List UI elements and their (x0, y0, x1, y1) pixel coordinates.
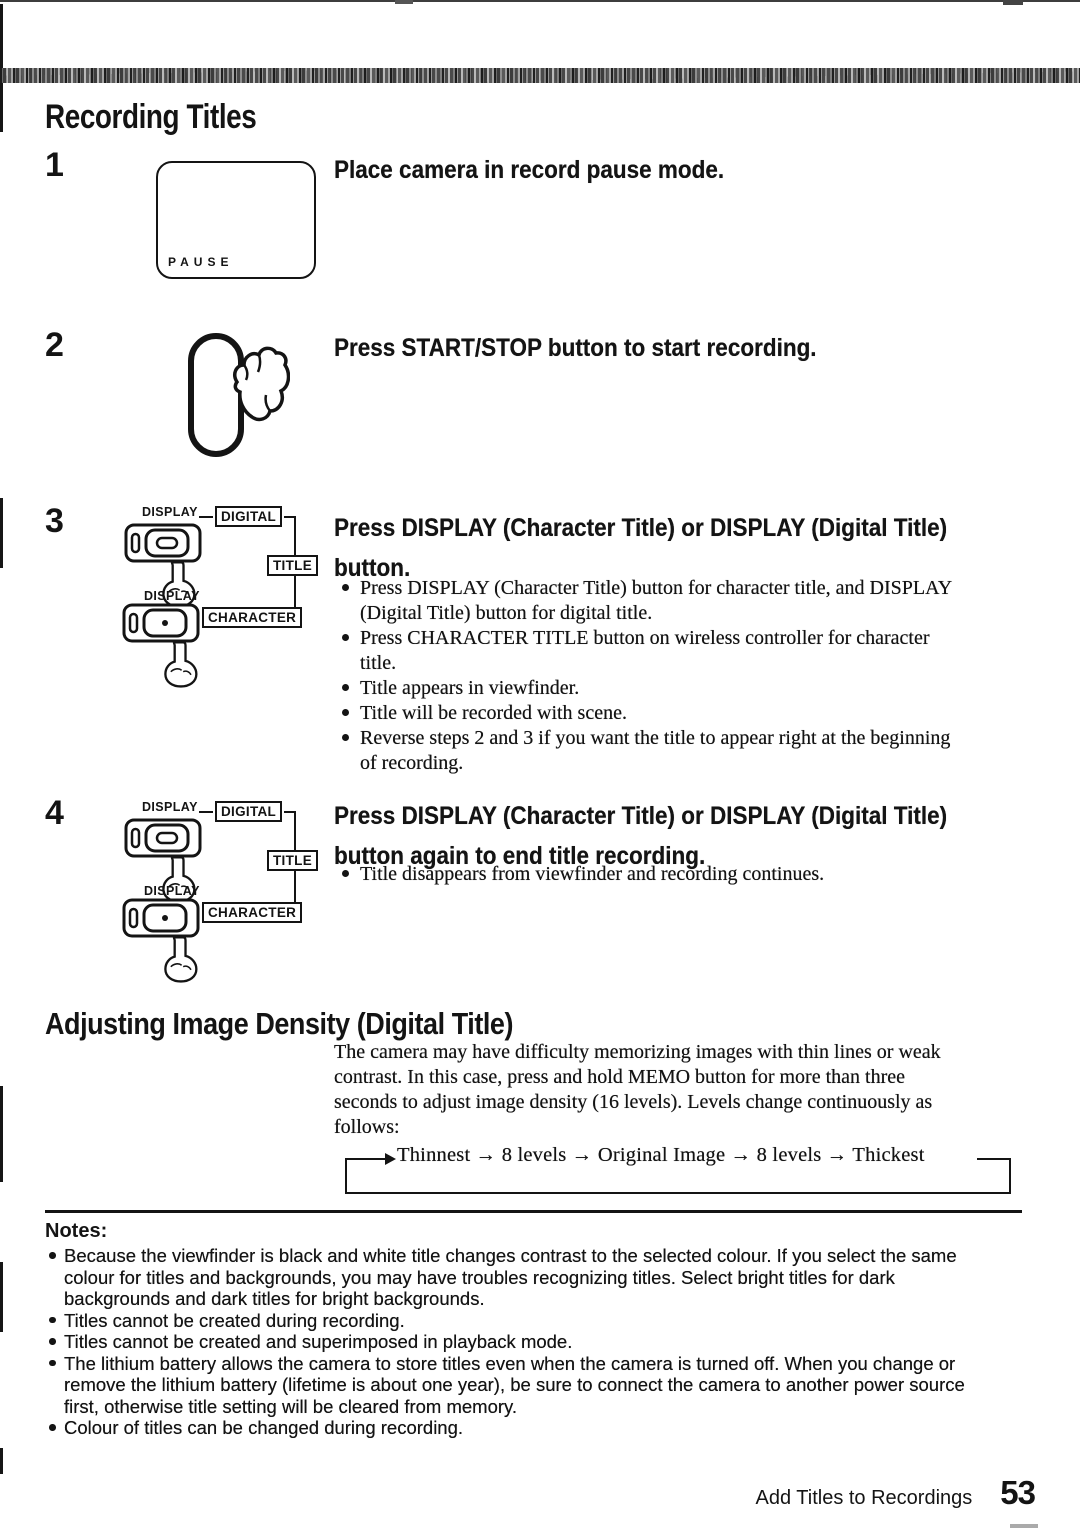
display-button-digital-icon (124, 818, 202, 858)
title-label-box: TITLE (267, 555, 318, 576)
connector-line (284, 516, 296, 518)
text-line: Because the viewfinder is black and white title changes contrast to the selected colour. If you select the same (64, 1245, 957, 1266)
display-button-character-icon (122, 898, 200, 938)
display-label: DISPLAY (144, 589, 200, 603)
display-label: DISPLAY (142, 800, 198, 814)
page-footer (756, 1474, 1036, 1512)
note-item (45, 1310, 1045, 1332)
connector-line (199, 811, 213, 813)
step-1-heading: Place camera in record pause mode. (334, 156, 725, 184)
heading-line: button. (334, 554, 411, 582)
notes-list (45, 1245, 1045, 1439)
viewfinder-illustration (156, 161, 316, 279)
cycle-sequence-text: Thinnest → 8 levels → Original Image → 8 levels → Thickest (397, 1144, 925, 1166)
text-line: follows: (334, 1116, 400, 1138)
cycle-line-out (977, 1158, 1011, 1160)
density-paragraph (334, 1040, 1054, 1140)
text-line: Titles cannot be created during recording. (64, 1309, 405, 1331)
list-item (334, 862, 1054, 887)
pressing-finger-icon (152, 640, 202, 688)
section-heading-adjusting-density (45, 1006, 583, 1042)
halftone-separator (0, 68, 1080, 83)
character-label-box: CHARACTER (202, 902, 302, 923)
text-line: Colour of titles can be changed during recording. (64, 1417, 464, 1438)
display-button-character-icon (122, 603, 200, 643)
text-line: seconds to adjust image density (16 levels). Levels change continuously as (334, 1091, 933, 1113)
step-1-number: 1 (45, 146, 64, 184)
list-item (334, 701, 1054, 726)
scan-artifact (0, 1262, 3, 1332)
connector-line (284, 811, 296, 813)
viewfinder-pause-label: PAUSE (168, 255, 234, 269)
density-cycle-diagram (345, 1146, 1011, 1194)
title-label-box: TITLE (267, 850, 318, 871)
step-3-number: 3 (45, 502, 64, 540)
text-line: Press DISPLAY (Character Title) button for character title, and DISPLAY (360, 577, 953, 599)
note-item (45, 1245, 1045, 1310)
list-item (334, 576, 1054, 626)
text-line: Reverse steps 2 and 3 if you want the title to appear right at the beginning (360, 727, 951, 749)
list-item (334, 676, 1054, 701)
scan-artifact (1003, 0, 1023, 5)
heading-text: Adjusting Image Density (Digital Title) (45, 1006, 514, 1041)
note-item (45, 1331, 1045, 1353)
scan-artifact (0, 1086, 3, 1182)
heading-line: button again to end title recording. (334, 842, 706, 870)
scan-artifact (0, 498, 3, 568)
display-label: DISPLAY (142, 505, 198, 519)
text-line: contrast. In this case, press and hold MEMO button for more than three (334, 1066, 905, 1088)
text-line: The camera may have difficulty memorizing images with thin lines or weak (334, 1041, 941, 1063)
notes-heading: Notes: (45, 1220, 108, 1242)
hand-pressing-button-icon (178, 332, 290, 458)
text-line: of recording. (360, 752, 464, 774)
list-item (334, 726, 1054, 776)
page-number: 53 (1000, 1474, 1035, 1511)
heading-line: Press DISPLAY (Character Title) or DISPLAY (Digital Title) (334, 802, 948, 830)
scan-artifact (1010, 1524, 1038, 1528)
text-line: Title appears in viewfinder. (360, 677, 580, 699)
heading-line: Press DISPLAY (Character Title) or DISPLAY (Digital Title) (334, 514, 948, 542)
scan-artifact (395, 0, 413, 4)
display-button-digital-icon (124, 523, 202, 563)
digital-label-box: DIGITAL (215, 801, 282, 822)
step-3-bullet-list (334, 576, 1054, 776)
text-line: title. (360, 652, 397, 674)
list-item (334, 626, 1054, 676)
connector-line (199, 516, 213, 518)
section-divider (45, 1210, 1022, 1213)
section-heading-recording-titles (45, 98, 303, 137)
text-line: Title will be recorded with scene. (360, 702, 627, 724)
step-4-bullet-list (334, 862, 1054, 887)
pressing-finger-icon (152, 935, 202, 983)
footer-section-title: Add Titles to Recordings (755, 1487, 973, 1509)
text-line: Title disappears from viewfinder and recording continues. (360, 863, 825, 885)
cycle-line-in (345, 1158, 387, 1160)
text-line: first, otherwise title setting will be cleared from memory. (64, 1395, 518, 1417)
heading-text: Recording Titles (45, 98, 257, 136)
note-item (45, 1417, 1045, 1439)
display-label: DISPLAY (144, 884, 200, 898)
scan-artifact (0, 1448, 3, 1474)
text-line: Titles cannot be created and superimposed in playback mode. (64, 1331, 573, 1352)
digital-label-box: DIGITAL (215, 506, 282, 527)
step-2-heading: Press START/STOP button to start recording. (334, 334, 817, 362)
start-stop-button-hand-illustration (178, 332, 290, 458)
text-line: remove the lithium battery (lifetime is about one year), be sure to connect the camera to another power source (64, 1374, 965, 1395)
text-line: backgrounds and dark titles for bright backgrounds. (64, 1288, 485, 1309)
step-4-number: 4 (45, 794, 64, 832)
step-2-number: 2 (45, 326, 64, 364)
character-label-box: CHARACTER (202, 607, 302, 628)
text-line: colour for titles and backgrounds, you may have troubles recognizing titles. Select bright titles for dark (64, 1266, 895, 1288)
text-line: The lithium battery allows the camera to store titles even when the camera is turned off. When you change or (64, 1352, 956, 1374)
note-item (45, 1353, 1045, 1418)
scan-top-edge (0, 0, 1080, 2)
step-3-display-buttons-diagram (120, 503, 340, 703)
text-line: Press CHARACTER TITLE button on wireless controller for character (360, 627, 930, 649)
cycle-arrowhead-icon (385, 1153, 396, 1165)
text-line: (Digital Title) button for digital title. (360, 602, 653, 624)
step-4-display-buttons-diagram (120, 798, 340, 998)
